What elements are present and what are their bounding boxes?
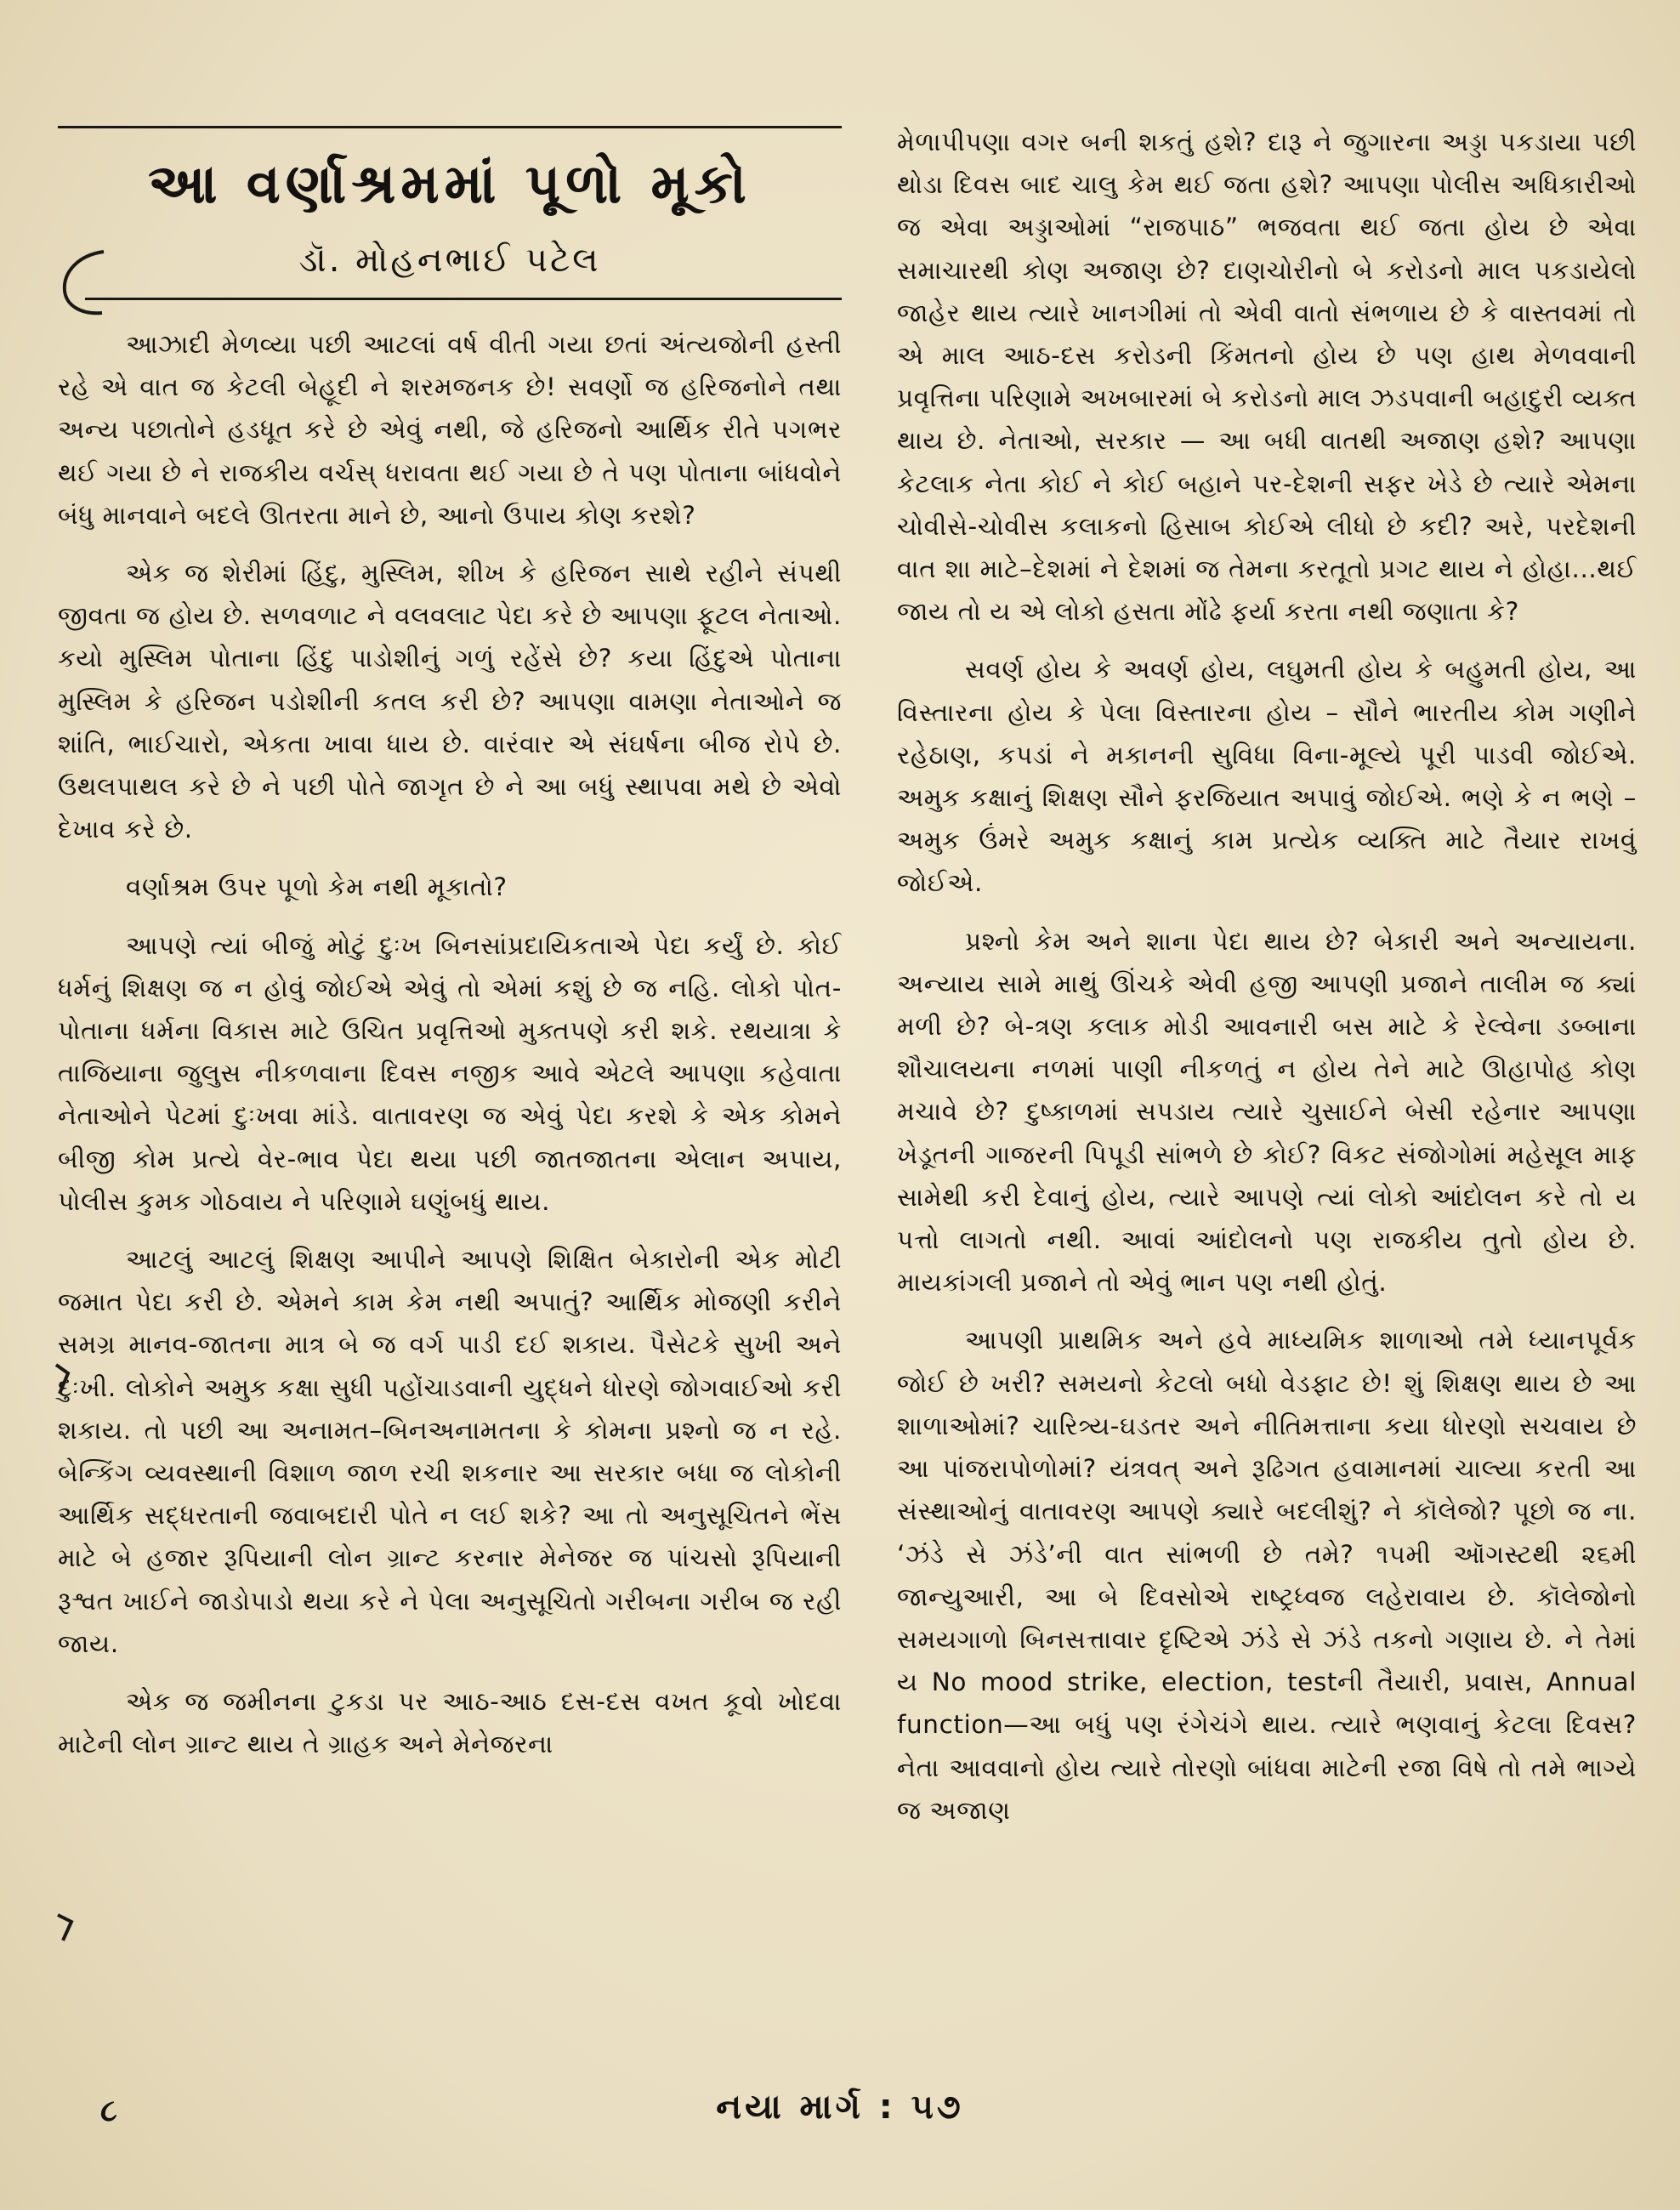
article-author: ડૉ. મોહનભાઈ પટેલ (298, 241, 601, 280)
paragraph: એક જ જમીનના ટુકડા પર આઠ-આઠ દસ-દસ વખત કૂવો ખોદવા માટેની લોન ગ્રાન્ટ થાય તે ગ્રાહક અને મેનેજરના (58, 1687, 842, 1759)
hand-drawn-bracket-mark (53, 247, 121, 323)
paragraph: એક જ શેરીમાં હિંદુ, મુસ્લિમ, શીખ કે હરિજન સાથે રહીને સંપથી જીવતા જ હોય છે. સળવળાટ ને વલવલાટ પેદા કરે છે આપણા ફૂટલ નેતાઓ. કયો મુસ્લિમ પોતાના હિંદુ પાડોશીનું ગળું રહેંસે છે? કયા હિંદુએ પોતાના મુસ્લિમ કે હરિજન પડોશીની કતલ કરી છે? આપણા વામણા નેતાઓને જ શાંતિ, ભાઈચારો, એકતા ખાવા ધાય છે. વારંવાર એ સંઘર્ષના બીજ રોપે છે. ઉથલપાથલ કરે છે ને પછી પોતે જાગૃત છે ને આ બધું સ્થાપવા મથે છે એવો દેખાવ કરે છે. (58, 559, 842, 844)
left-column (58, 323, 842, 1781)
paragraph: સવર્ણ હોય કે અવર્ણ હોય, લઘુમતી હોય કે બહુમતી હોય, આ વિસ્તારના હોય કે પેલા વિસ્તારના હોય – સૌને ભારતીય કોમ ગણીને રહેઠાણ, કપડાં ને મકાનની સુવિધા વિના-મૂલ્યે પૂરી પાડવી જોઈએ. અમુક કક્ષાનું શિક્ષણ સૌને ફરજિયાત અપાવું જોઈએ. ભણે કે ન ભણે – અમુક ઉંમરે અમુક કક્ષાનું કામ પ્રત્યેક વ્યક્તિ માટે તૈયાર રાખવું જોઈએ. (897, 655, 1637, 898)
paragraph: વર્ણાશ્રમ ઉપર પૂળો કેમ નથી મૂકાતો? (126, 872, 508, 902)
paragraph: આપણે ત્યાં બીજું મોટું દુઃખ બિનસાંપ્રદાયિકતાએ પેદા કર્યું છે. કોઈ ધર્મનું શિક્ષણ જ ન હોવું જોઈએ એવું તો એમાં કશું છે જ નહિ. લોકો પોત-પોતાના ધર્મના વિકાસ માટે ઉચિત પ્રવૃત્તિઓ મુક્તપણે કરી શકે. રથયાત્રા કે તાજિયાના જુલુસ નીકળવાના દિવસ નજીક આવે એટલે આપણા કહેવાતા નેતાઓને પેટમાં દુઃખવા માંડે. વાતાવરણ જ એવું પેદા કરશે કે એક કોમને બીજી કોમ પ્રત્યે વેર-ભાવ પેદા થયા પછી જાતજાતના એલાન અપાય, પોલીસ કુમક ગોઠવાય ને પરિણામે ઘણુંબધું થાય. (58, 930, 842, 1216)
title-top-rule (58, 126, 842, 128)
magazine-footer: નયા માર્ગ : ૫૭ (716, 2088, 964, 2127)
paragraph: આઝાદી મેળવ્યા પછી આટલાં વર્ષ વીતી ગયા છતાં અંત્યજોની હસ્તી રહે એ વાત જ કેટલી બેહૂદી ને શરમજનક છે! સવર્ણો જ હરિજનોને તથા અન્ય પછાતોને હડધૂત કરે છે એવું નથી, જે હરિજનો આર્થિક રીતે પગભર થઈ ગયા છે ને રાજકીય વર્ચસ્ ધરાવતા થઈ ગયા છે તે પણ પોતાના બાંધવોને બંધુ માનવાને બદલે ઊતરતા માને છે, આનો ઉપાય કોણ કરશે? (58, 330, 842, 530)
paragraph: આપણી પ્રાથમિક અને હવે માધ્યમિક શાળાઓ તમે ધ્યાનપૂર્વક જોઈ છે ખરી? સમયનો કેટલો બધો વેડફાટ છે! શું શિક્ષણ થાય છે આ શાળાઓમાં? ચારિત્ર્ય-ઘડતર અને નીતિમત્તાના કયા ધોરણો સચવાય છે આ પાંજરાપોળોમાં? યંત્રવત્ અને રૂઢિગત હવામાનમાં ચાલ્યા કરતી આ સંસ્થાઓનું વાતાવરણ આપણે ક્યારે બદલીશું? ને કૉલેજો? પૂછો જ ના. ‘ઝંડે સે ઝંડે’ની વાત સાંભળી છે તમે? ૧૫મી ઑગસ્ટથી ૨૬મી જાન્યુઆરી, આ બે દિવસોએ રાષ્ટ્રધ્વજ લહેરાવાય છે. કૉલેજોનો સમયગાળો બિનસત્તાવાર દૃષ્ટિએ ઝંડે સે ઝંડે તકનો ગણાય છે. ને તેમાં ય No mood strike, election, testની તૈયારી, પ્રવાસ, Annual function—આ બધું પણ રંગેચંગે થાય. ત્યારે ભણવાનું કેટલા દિવસ? નેતા આવવાનો હોય ત્યારે તોરણો બાંધવા માટેની રજા વિષે તો તમે ભાગ્યે જ અજાણ (897, 1326, 1637, 1825)
article-title: આ વર્ણાશ્રમમાં પૂળો મૂકો (148, 153, 752, 216)
paragraph: મેળાપીપણા વગર બની શકતું હશે? દારૂ ને જુગારના અડ્ડા પકડાયા પછી થોડા દિવસ બાદ ચાલુ કેમ થઈ જતા હશે? આપણા પોલીસ અધિકારીઓ જ એવા અડ્ડાઓમાં “રાજપાઠ” ભજવતા થઈ જતા હોય છે એવા સમાચારથી કોણ અજાણ છે? દાણચોરીનો બે કરોડનો માલ પકડાયેલો જાહેર થાય ત્યારે ખાનગીમાં તો એવી વાતો સંભળાય છે કે વાસ્તવમાં તો એ માલ આઠ-દસ કરોડની કિંમતનો હોય છે પણ હાથ મેળવવાની પ્રવૃત્તિના પરિણામે અખબારમાં બે કરોડનો માલ ઝડપવાની બહાદુરી વ્યક્ત થાય છે. નેતાઓ, સરકાર — આ બધી વાતથી અજાણ હશે? આપણા કેટલાક નેતા કોઈ ને કોઈ બહાને પર-દેશની સફર ખેડે છે ત્યારે એમના ચોવીસે-ચોવીસ કલાકનો હિસાબ કોઈએ લીધો છે કદી? અરે, પરદેશની વાત શા માટે–દેશમાં ને દેશમાં જ તેમના કરતૂતો પ્રગટ થાય ને હોહા...થઈ જાય તો ય એ લોકો હસતા મોંઢે ફર્યા કરતા નથી જણાતા કે? (897, 128, 1637, 627)
margin-tick-mark (53, 1905, 87, 1947)
right-column (897, 121, 1637, 1847)
margin-tick-mark (51, 1356, 85, 1399)
page-number: ૮ (100, 2094, 117, 2128)
title-bottom-rule (85, 298, 842, 300)
paragraph: આટલું આટલું શિક્ષણ આપીને આપણે શિક્ષિત બેકારોની એક મોટી જમાત પેદા કરી છે. એમને કામ કેમ નથી અપાતું? આર્થિક મોજણી કરીને સમગ્ર માનવ-જાતના માત્ર બે જ વર્ગ પાડી દઈ શકાય. પૈસેટકે સુખી અને દુઃખી. લોકોને અમુક કક્ષા સુધી પહોંચાડવાની યુદ્ધને ધોરણે જોગવાઈઓ કરી શકાય. તો પછી આ અનામત–બિનઅનામતના કે કોમના પ્રશ્નો જ ન રહે. બેન્કિંગ વ્યવસ્થાની વિશાળ જાળ રચી શકનાર આ સરકાર બધા જ લોકોની આર્થિક સદ્ધરતાની જવાબદારી પોતે ન લઈ શકે? આ તો અનુસૂચિતને ભેંસ માટે બે હજાર રૂપિયાની લોન ગ્રાન્ટ કરનાર મેનેજર જ પાંચસો રૂપિયાની રૂશ્વત ખાઈને જાડોપાડો થયા કરે ને પેલા અનુસૂચિતો ગરીબના ગરીબ જ રહી જાય. (58, 1245, 842, 1658)
paragraph: પ્રશ્નો કેમ અને શાના પેદા થાય છે? બેકારી અને અન્યાયના. અન્યાય સામે માથું ઊંચકે એવી હજી આપણી પ્રજાને તાલીમ જ ક્યાં મળી છે? બે-ત્રણ કલાક મોડી આવનારી બસ માટે કે રેલ્વેના ડબ્બાના શૌચાલયના નળમાં પાણી નીકળતું ન હોય તેને માટે ઊહાપોહ કોણ મચાવે છે? દુષ્કાળમાં સપડાય ત્યારે ચુસાઈને બેસી રહેનાર આપણા ખેડૂતની ગાજરની પિપૂડી સાંભળે છે કોઈ? વિકટ સંજોગોમાં મહેસૂલ માફ સામેથી કરી દેવાનું હોય, ત્યારે આપણે ત્યાં લોકો આંદોલન કરે તો ય પત્તો લાગતો નથી. આવાં આંદોલનો પણ રાજકીય તુતો હોય છે. માયકાંગલી પ્રજાને તો એવું ભાન પણ નથી હોતું. (897, 926, 1637, 1298)
